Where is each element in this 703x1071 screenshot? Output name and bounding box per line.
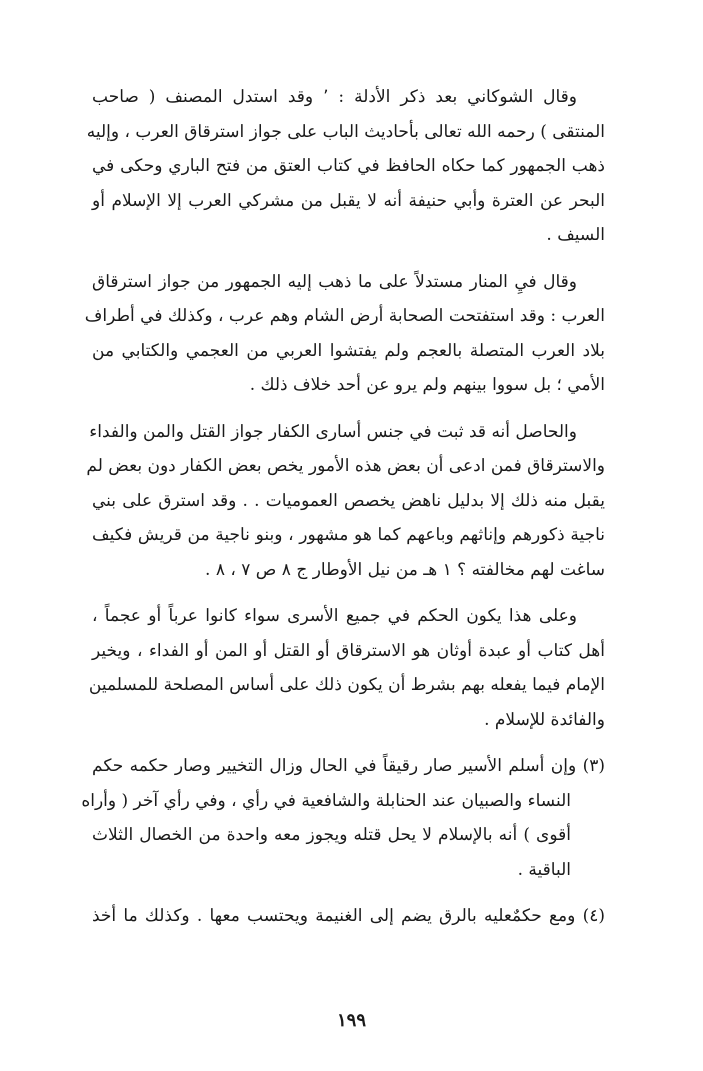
text-line: أهل كتاب أو عبدة أوثان هو الاسترقاق أو القتل أو المن أو الفداء ، ويخير — [92, 640, 605, 661]
text-line: ساغت لهم مخالفته ؟ ١ هـ من نيل الأوطار ج ٨ ص ٧ ، ٨ . — [205, 559, 605, 580]
numbered-item-3 — [81, 749, 605, 887]
text-line: الباقية . — [517, 859, 571, 880]
text-line: الإمام فيما يفعله بهم بشرط أن يكون ذلك على أساس المصلحة للمسلمين — [88, 675, 605, 695]
text-line: البحر عن العترة وأبي حنيفة أنه لا يقبل من مشركي العرب إلا الإسلام أو — [92, 190, 605, 211]
text-line: ذهب الجمهور كما حكاه الحافظ في كتاب العتق من فتح الباري وحكى في — [92, 156, 605, 176]
text-line: والحاصل أنه قد ثبت في جنس أسارى الكفار جواز القتل والمن والفداء — [89, 421, 577, 442]
text-line: العرب : وقد استفتحت الصحابة أرض الشام وهم عرب ، وكذلك في أطراف — [84, 306, 605, 326]
text-line: وعلى هذا يكون الحكم في جميع الأسرى سواء كانوا عرباً أو عجماً ، — [92, 606, 577, 626]
numbered-item-4 — [92, 899, 605, 934]
text-line: (٣) وإن أسلم الأسير صار رقيقاً في الحال وزال التخيير وصار حكمه حكم — [92, 756, 605, 776]
text-line: وقال الشوكاني بعد ذكر الأدلة : ٬ وقد استدل المصنف ( صاحب — [92, 87, 577, 107]
text-line: ناجية ذكورهم وإناثهم وباعهم كما هو مشهور ، وبنو ناجية من قريش فكيف — [92, 525, 605, 545]
text-line: المنتقى ) رحمه الله تعالى بأحاديث الباب على جواز استرقاق العرب ، وإليه — [86, 121, 605, 142]
text-line: النساء والصبيان عند الحنابلة والشافعية في رأي ، وفي رأي آخر ( وأراه — [81, 790, 571, 811]
text-line: يقبل منه ذلك إلا بدليل ناهض يخصص العموميات . . وقد استرق على بني — [92, 490, 605, 511]
paragraph-manar-quote — [84, 265, 605, 403]
paragraph-ruling — [88, 599, 605, 737]
text-line: (٤) ومع حكمٌعليه بالرق يضم إلى الغنيمة ويحتسب معها . وكذلك ما أخذ — [92, 906, 605, 926]
text-line: وقال فيِ المنار مستدلاً على ما ذهب إليه الجمهور من جواز استرقاق — [92, 271, 577, 292]
paragraph-shawkani-quote — [86, 80, 605, 253]
text-line: والفائدة للإسلام . — [484, 709, 605, 730]
paragraph-conclusion — [86, 415, 605, 588]
text-line: بلاد العرب المتصلة بالعجم ولم يفتشوا العربي من العجمي والكتابي من — [92, 340, 605, 361]
text-line: الأمي ؛ بل سووا بينهم ولم يرو عن أحد خلاف ذلك . — [249, 375, 605, 395]
text-line: السيف . — [546, 225, 605, 245]
page-number: ١٩٩ — [336, 1010, 366, 1031]
page-text-block — [81, 80, 605, 934]
text-line: أقوى ) أنه بالإسلام لا يحل قتله ويجوز معه واحدة من الخصال الثلاث — [92, 825, 571, 845]
text-line: والاسترقاق فمن ادعى أن بعض هذه الأمور يخص بعض الكفار دون بعض لم — [86, 456, 605, 476]
